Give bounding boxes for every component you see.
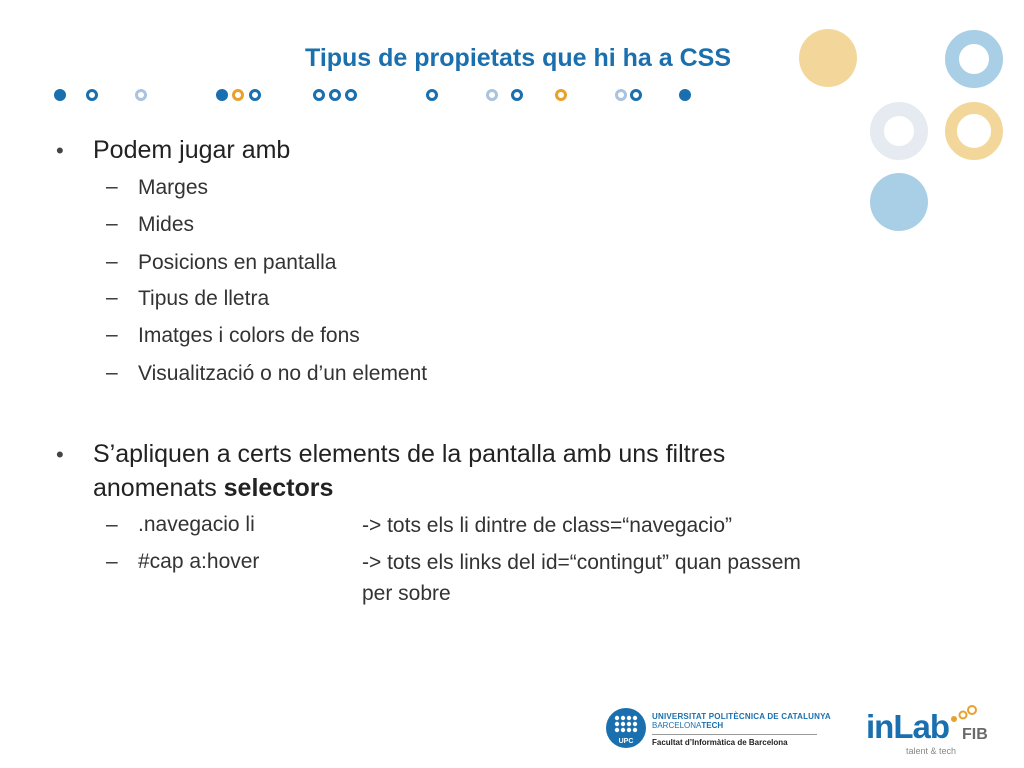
bullet-text bbox=[93, 437, 833, 505]
dash-icon: – bbox=[106, 361, 118, 384]
inlab-lab: Lab bbox=[893, 708, 949, 745]
bullet-text: Podem jugar amb bbox=[93, 136, 291, 164]
selector-description: -> tots els li dintre de class=“navegacio” bbox=[362, 514, 733, 537]
sub-item: Imatges i colors de fons bbox=[138, 324, 360, 347]
sub-item: Marges bbox=[138, 176, 209, 199]
upc-tech: TECH bbox=[701, 721, 724, 730]
dash-icon: – bbox=[106, 323, 118, 346]
bullet-icon: • bbox=[56, 138, 64, 163]
sub-item: Tipus de lletra bbox=[138, 287, 270, 310]
dash-icon: – bbox=[106, 513, 118, 536]
selector-description: -> tots els links del id=“contingut” quan passem per sobre bbox=[362, 551, 801, 605]
upc-barcelonatech bbox=[652, 721, 831, 730]
upc-faculty-name: Facultat d’Informàtica de Barcelona bbox=[652, 738, 788, 747]
upc-emblem-icon bbox=[606, 708, 646, 748]
upc-barcelona: BARCELONA bbox=[652, 721, 702, 730]
upc-logo bbox=[606, 708, 646, 748]
inlab-fib: FIB bbox=[962, 726, 988, 743]
dash-icon: – bbox=[106, 175, 118, 198]
sub-item: Posicions en pantalla bbox=[138, 251, 337, 274]
dash-icon: – bbox=[106, 550, 118, 573]
sub-item: Visualització o no d’un element bbox=[138, 362, 428, 385]
bullet-text-plain: S’apliquen a certs elements de la pantalla amb uns filtres anomenats bbox=[93, 440, 726, 502]
inlab-wordmark bbox=[866, 708, 949, 746]
upc-mark: UPC bbox=[618, 738, 634, 745]
upc-text bbox=[652, 712, 831, 747]
bullet-text-bold: selectors bbox=[223, 474, 334, 502]
dash-icon: – bbox=[106, 286, 118, 309]
inlab-in: in bbox=[866, 708, 894, 745]
inlab-dots-icon bbox=[944, 702, 984, 724]
inlab-tagline: talent & tech bbox=[906, 746, 957, 756]
slide-title: Tipus de propietats que hi ha a CSS bbox=[305, 44, 732, 72]
dash-icon: – bbox=[106, 212, 118, 235]
dash-icon: – bbox=[106, 250, 118, 273]
inlab-logo bbox=[866, 702, 1006, 756]
upc-divider bbox=[652, 734, 817, 735]
sub-item: Mides bbox=[138, 213, 195, 236]
selector-code: #cap a:hover bbox=[138, 550, 260, 573]
selector-code: .navegacio li bbox=[138, 513, 255, 536]
upc-university-name: UNIVERSITAT POLITÈCNICA DE CATALUNYA bbox=[652, 712, 831, 721]
bullet-icon: • bbox=[56, 442, 64, 467]
